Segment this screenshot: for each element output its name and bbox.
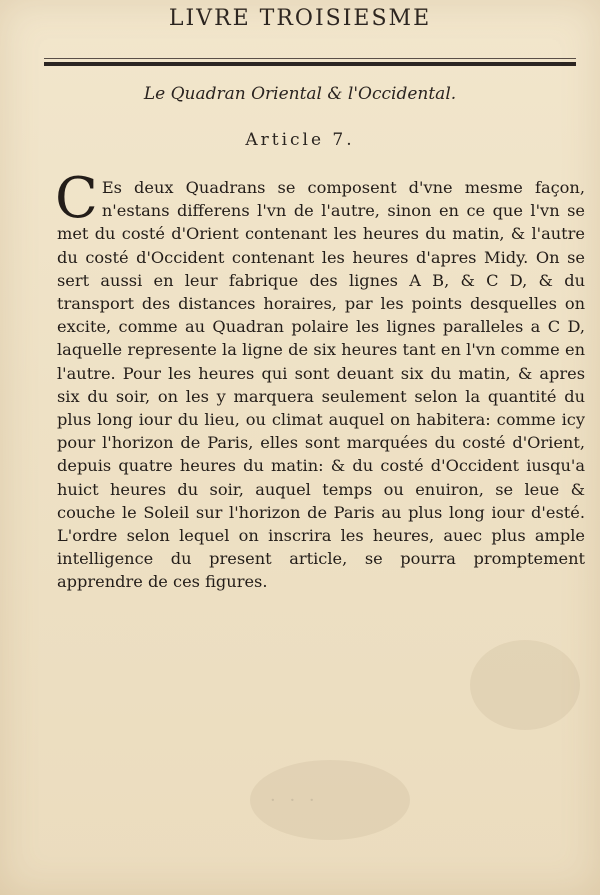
header-rule-thin (44, 58, 576, 59)
paper-stain (470, 640, 580, 730)
running-title: LIVRE TROISIESME (168, 6, 432, 31)
header-rule (44, 62, 576, 66)
drop-cap: C (55, 166, 98, 231)
article-body (55, 166, 585, 594)
show-through-marks: · · · (270, 790, 319, 811)
article-heading: Article 7. (245, 130, 355, 150)
article-body-text: Es deux Quadrans se composent d'vne mesme façon, n'estans differens l'vn de l'autre, sinon en ce que l'vn se met du costé d'Orient contenant les heures du matin, & l'autre du costé d'Occident contenant les heures d'apres Midy. On se sert aussi en leur fabrique des lignes A B, & C D, & du transport des distances horaires, par les points desquelles on excite, comme au Quadran polaire les lignes paralleles a C D, laquelle represente la ligne de six heures tant en l'vn comme en l'autre. Pour les heures qui sont deuant six du matin, & apres six du soir, on les y marquera seulement selon la quantité du plus long iour du lieu, ou climat auquel on habitera: comme icy pour l'horizon de Paris, elles sont marquées du costé d'Orient, depuis quatre heures du matin: & du costé d'Occident iusqu'a huict heures du soir, auquel temps ou enuiron, se leue & couche le Soleil sur l'horizon de Paris au plus long iour d'esté. L'ordre selon lequel on inscrira les heures, auec plus ample intelligence du present article, se pourra promptement apprendre de ces figures. (57, 178, 585, 592)
section-title: Le Quadran Oriental & l'Occidental. (143, 84, 457, 104)
